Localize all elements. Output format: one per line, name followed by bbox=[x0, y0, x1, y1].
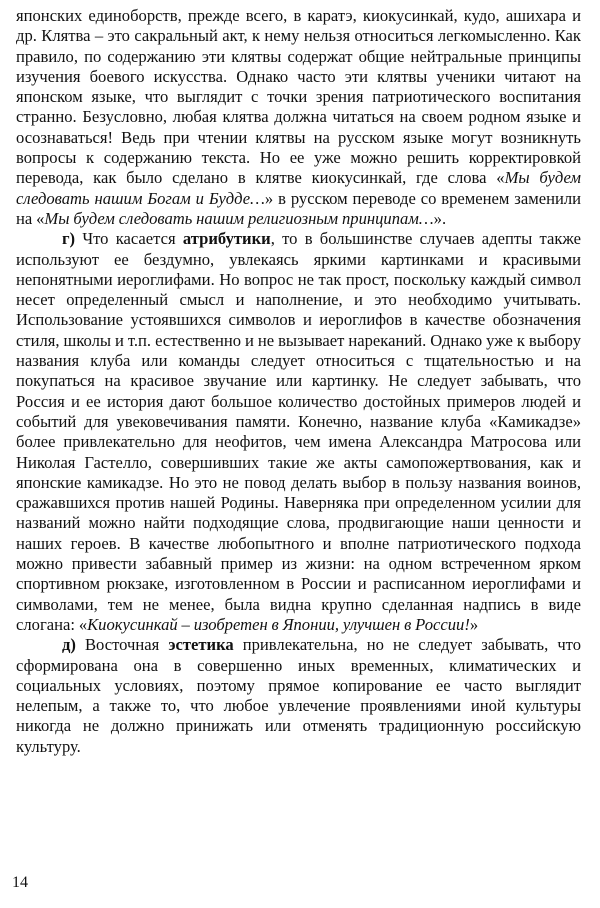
text-run: » bbox=[469, 614, 479, 634]
paragraph-attributes bbox=[16, 229, 581, 635]
text-run: японских единоборств, прежде всего, в каратэ, киокусинкай, кудо, ашихара и др. Клятва – это сакральный акт, к нему нельзя относиться легкомысленно. Как правило, по содержанию эти клятвы содержат общие нейтральные принципы изучения боевого искусства. Однако часто эти клятвы ученики читают на японском языке, что выглядит с точки зрения патриотического воспитания странно. Безусловно, любая клятва должна читаться на своем родном языке и осознаваться! Ведь при чтении клятвы на русском языке могут возникнуть вопросы к содержанию текста. Но ее уже можно решить корректировкой перевода, как было сделано в клятве киокусинкай, где слова « bbox=[16, 6, 581, 188]
text-run: ». bbox=[433, 208, 447, 228]
quote-italic: Киокусинкай – изобретен в Японии, улучшен в России! bbox=[87, 614, 470, 634]
text-run: Что касается bbox=[75, 229, 183, 249]
list-marker: д) bbox=[62, 635, 76, 655]
text-run: » в русском переводе со временем заменили на « bbox=[16, 188, 582, 228]
page-number: 14 bbox=[12, 874, 28, 891]
paragraph-oath-language bbox=[16, 6, 581, 229]
text-run: Восточная bbox=[75, 635, 169, 655]
paragraph-aesthetics bbox=[16, 635, 581, 757]
quote-italic: Мы будем следовать нашим религиозным принципам… bbox=[44, 208, 434, 228]
quote-italic: Мы будем следовать нашим Богам и Будде… bbox=[16, 168, 581, 208]
document-page bbox=[16, 6, 581, 757]
term-bold: атрибутики bbox=[182, 229, 271, 249]
text-run: привлекательна, но не следует забывать, что сформирована она в совершенно иных временных, климатических и социальных условиях, поэтому прямое копирование ее часто выглядит нелепым, а также то, что любое увлечение проявлениями иной культуры никогда не должно принижать или отменять традиционную российскую культуру. bbox=[16, 635, 582, 756]
list-marker: г) bbox=[62, 229, 76, 249]
term-bold: эстетика bbox=[168, 635, 234, 655]
text-run: , то в большинстве случаев адепты также используют ее бездумно, увлекаясь яркими картинками и красивыми непонятными иероглифами. Но вопрос не так прост, поскольку каждый символ несет определенный смысл и наполнение, и это необходимо учитывать. Использование устоявшихся символов и иероглифов в качестве обозначения стиля, школы и т.п. естественно и не вызывает нареканий. Однако уже к выбору названия клуба или команды следует относиться с тщательностью и на покупаться на красивое звучание или картинку. Не следует забывать, что Россия и ее история дают большое количество достойных примеров людей и событий для увековечивания памяти. Конечно, название клуба «Камикадзе» более привлекательно для неофитов, чем имена Александра Матросова или Николая Гастелло, совершивших такие же акты самопожертвования, как и японские камикадзе. Но это не повод делать выбор в пользу названия воинов, сражавшихся против нашей Родины. Наверняка при определенном усилии для названий можно найти подходящие слова, продвигающие наши ценности и наших героев. В качестве любопытного и вполне патриотического подхода можно привести забавный пример из жизни: на одном встреченном ярком спортивном рюкзаке, изготовленном в России и расписанном иероглифами и символами, тем не менее, была видна крупно сделанная надпись в виде слогана: « bbox=[16, 229, 581, 634]
